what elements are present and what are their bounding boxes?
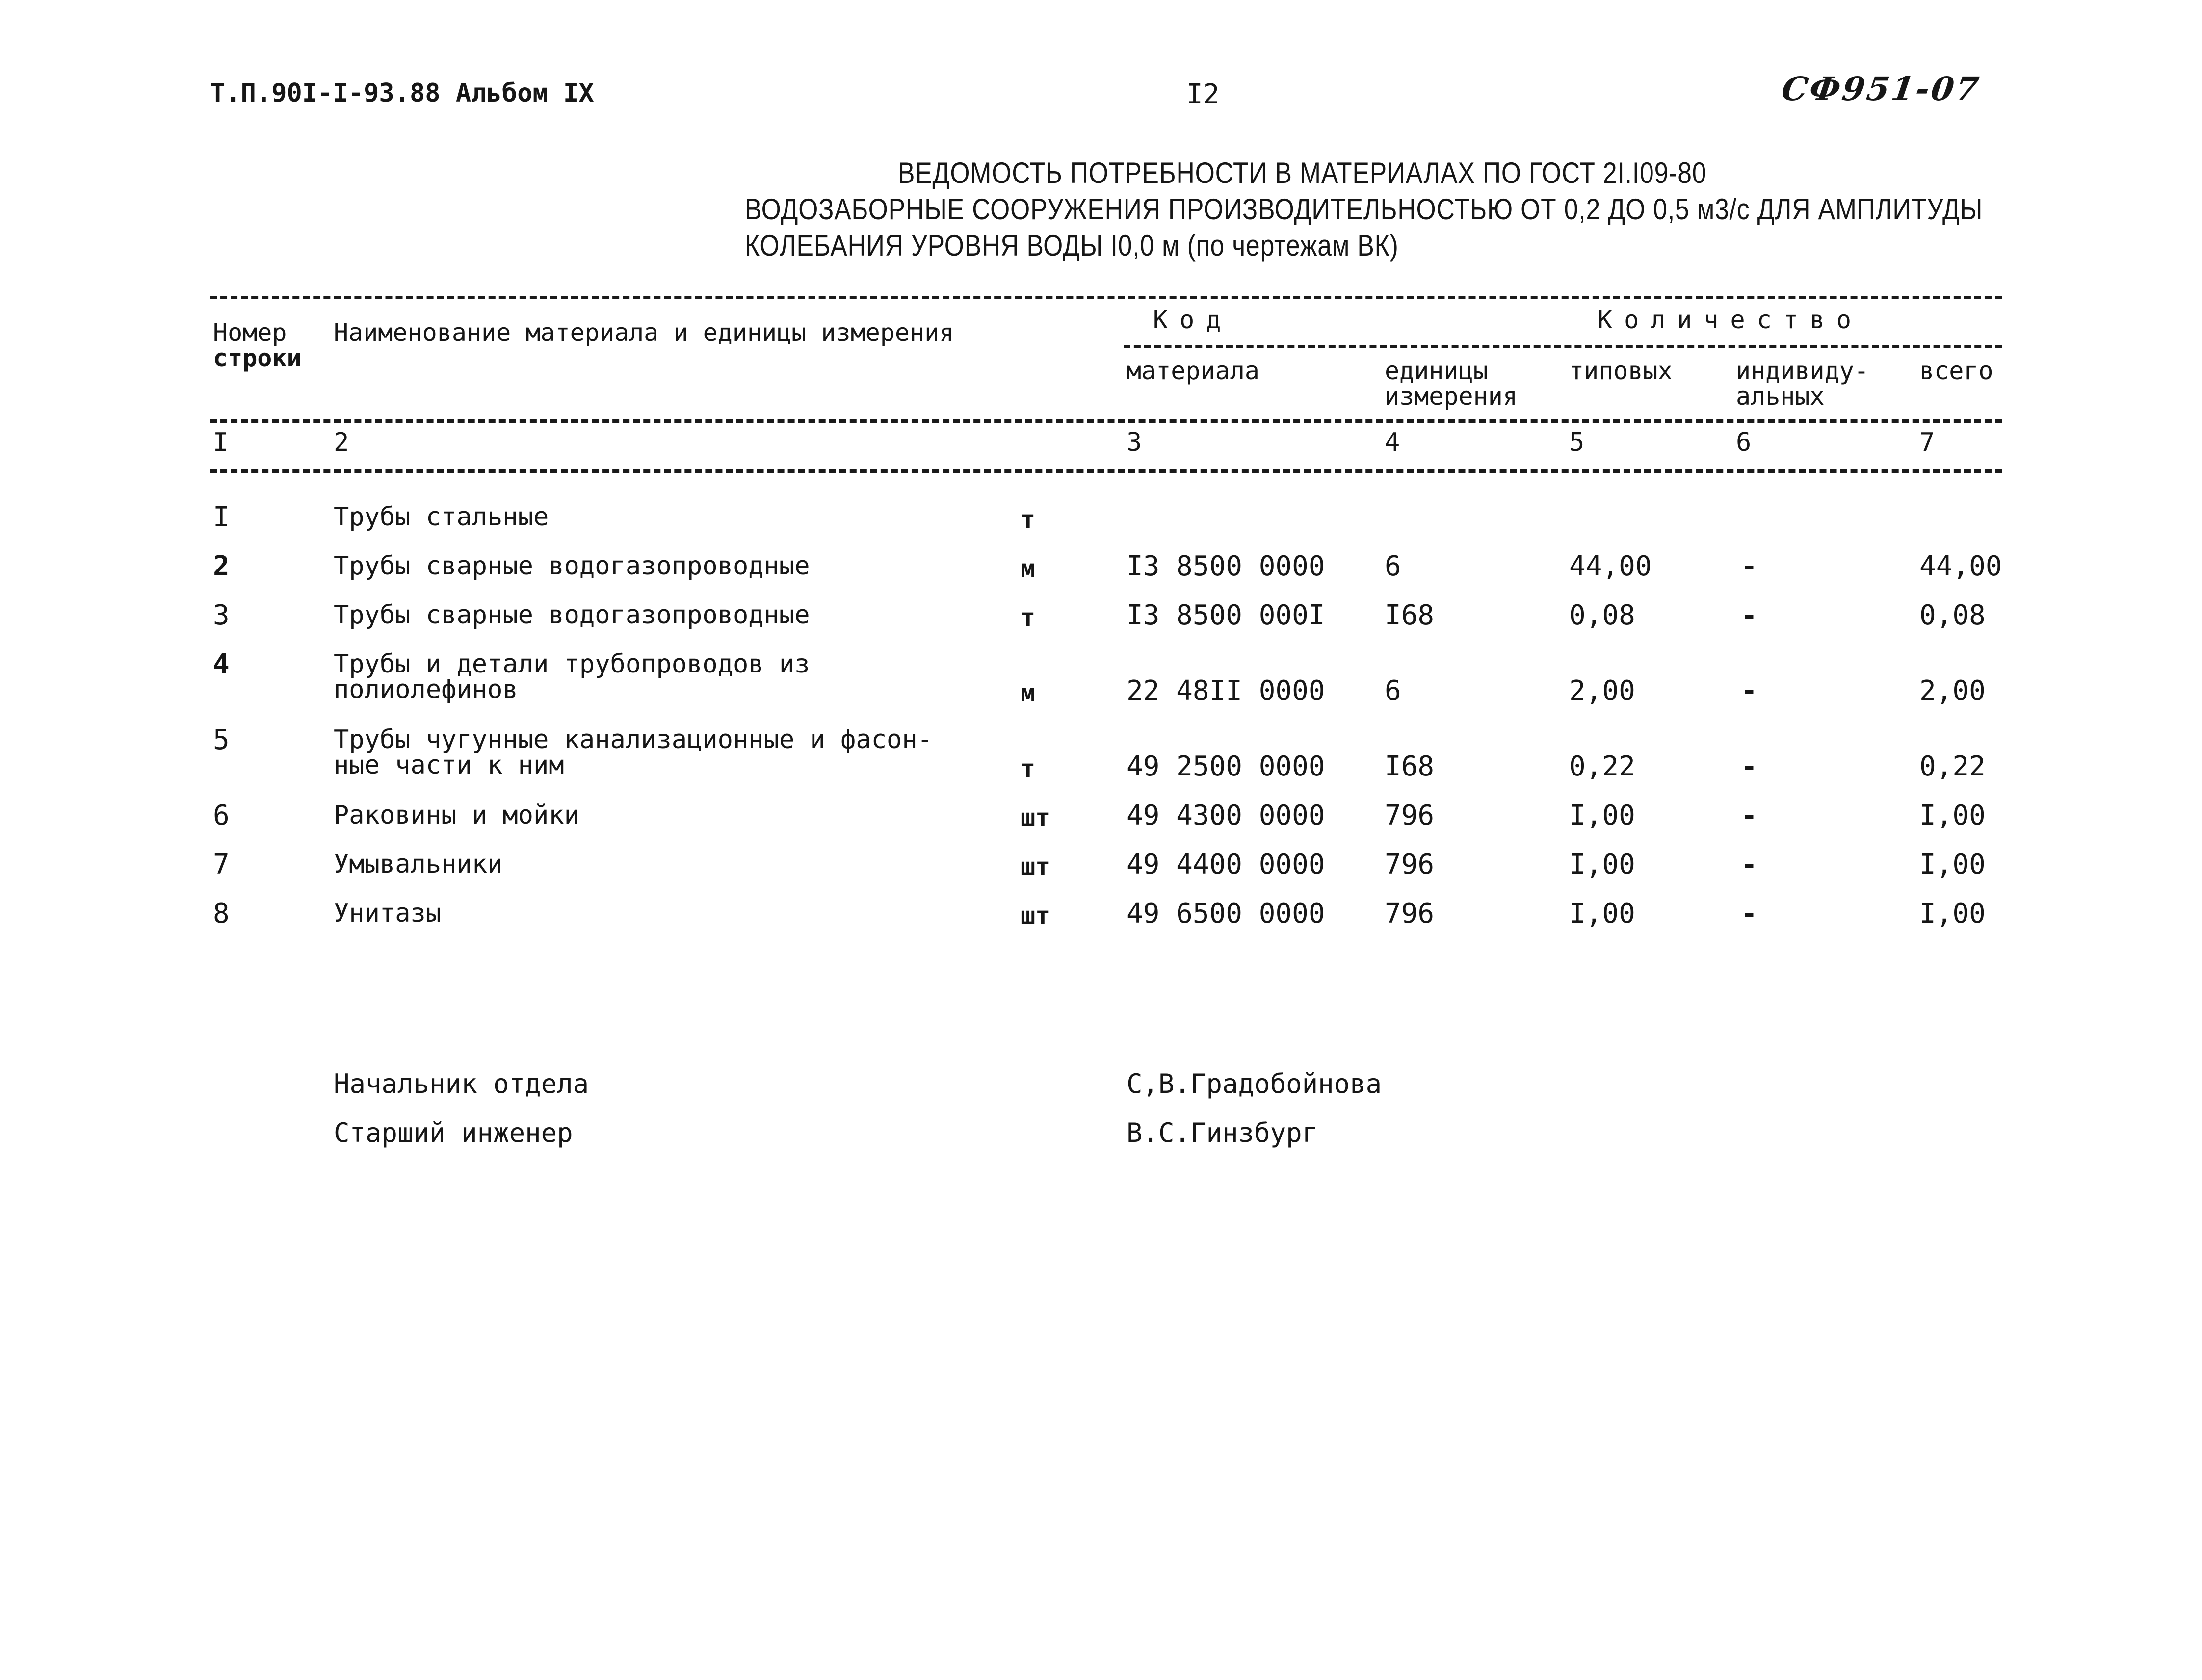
unit: т <box>1021 754 1036 783</box>
table-rule-header-bottom <box>210 419 2002 423</box>
title-line-2: ВОДОЗАБОРНЫЕ СООРУЖЕНИЯ ПРОИЗВОДИТЕЛЬНОСТЬЮ ОТ 0,2 ДО 0,5 м3/с ДЛЯ АМПЛИТУДЫ <box>745 193 1983 226</box>
column-number: I <box>213 428 229 457</box>
header-quantity-group: Количество <box>1598 306 1863 334</box>
material-code: 49 4400 0000 <box>1127 849 1325 880</box>
qty-total: I,00 <box>1919 800 1986 831</box>
header-name: Наименование материала и единицы измерения <box>334 318 954 347</box>
qty-typical: 44,00 <box>1569 550 1652 582</box>
material-code: 49 2500 0000 <box>1127 750 1325 782</box>
qty-total: I,00 <box>1919 898 1986 930</box>
qty-typical: I,00 <box>1569 849 1635 880</box>
unit-code: 6 <box>1385 550 1401 582</box>
row-number: 3 <box>213 599 230 631</box>
qty-total: 44,00 <box>1919 550 2002 582</box>
qty-individual: - <box>1741 898 1757 930</box>
header-code-unit: единицы измерения <box>1385 357 1518 411</box>
unit: т <box>1021 505 1036 534</box>
table-rule-code-group <box>1124 345 2002 348</box>
column-number: 3 <box>1127 428 1142 457</box>
header-code-material: материала <box>1127 357 1259 385</box>
row-number: 7 <box>213 849 230 880</box>
qty-individual: - <box>1741 849 1757 880</box>
table-rule-top <box>210 296 2002 299</box>
header-qty-total: всего <box>1919 357 1993 385</box>
material-code: 49 6500 0000 <box>1127 898 1325 930</box>
material-name: Унитазы <box>334 899 442 928</box>
unit-code: I68 <box>1385 599 1435 631</box>
qty-typical: 2,00 <box>1569 675 1635 707</box>
qty-typical: I,00 <box>1569 800 1635 831</box>
signature-name: В.С.Гинзбург <box>1127 1117 1318 1148</box>
header-qty-typical: типовых <box>1569 357 1673 385</box>
column-number: 2 <box>334 428 349 457</box>
material-code: I3 8500 0000 <box>1127 550 1325 582</box>
material-name: Трубы чугунные канализационные и фасон- ные части к ним <box>334 725 933 780</box>
archive-mark: СФ951-07 <box>1779 70 1983 108</box>
qty-individual: - <box>1741 675 1757 707</box>
document-designation: Т.П.90I-I-93.88 Альбом IX <box>210 78 594 108</box>
material-code: 22 48II 0000 <box>1127 675 1325 707</box>
unit: шт <box>1021 902 1050 930</box>
material-name: Трубы и детали трубопроводов из полиолефинов <box>334 649 810 704</box>
unit-code: 796 <box>1385 800 1435 831</box>
material-code: I3 8500 000I <box>1127 599 1325 631</box>
qty-typical: 0,08 <box>1569 599 1635 631</box>
unit-code: 796 <box>1385 898 1435 930</box>
header-row-number: Номер строки <box>213 318 302 372</box>
unit: шт <box>1021 803 1050 832</box>
material-name: Раковины и мойки <box>334 801 579 830</box>
row-number: 8 <box>213 898 230 930</box>
material-name: Умывальники <box>334 850 503 879</box>
row-number: 2 <box>213 550 230 582</box>
unit: м <box>1021 554 1036 583</box>
qty-total: 2,00 <box>1919 675 1986 707</box>
signature-role: Начальник отдела <box>334 1068 589 1099</box>
unit: т <box>1021 603 1036 632</box>
signature-name: С,В.Градобойнова <box>1127 1068 1382 1099</box>
material-name: Трубы сварные водогазопроводные <box>334 600 810 630</box>
row-number: I <box>213 501 230 533</box>
material-name: Трубы стальные <box>334 502 549 532</box>
unit-code: 6 <box>1385 675 1401 707</box>
qty-individual: - <box>1741 750 1757 782</box>
qty-total: 0,08 <box>1919 599 1986 631</box>
title-line-1: ВЕДОМОСТЬ ПОТРЕБНОСТИ В МАТЕРИАЛАХ ПО ГОСТ 2I.I09-80 <box>898 156 1707 189</box>
unit: шт <box>1021 853 1050 881</box>
row-number: 6 <box>213 800 230 831</box>
unit: м <box>1021 679 1036 707</box>
row-number: 4 <box>213 648 230 680</box>
column-number: 6 <box>1736 428 1752 457</box>
qty-individual: - <box>1741 550 1757 582</box>
qty-individual: - <box>1741 800 1757 831</box>
qty-typical: I,00 <box>1569 898 1635 930</box>
page-number: I2 <box>1186 78 1220 110</box>
signature-role: Старший инженер <box>334 1117 573 1148</box>
table-rule-colnums-bottom <box>210 469 2002 473</box>
header-code-group: Код <box>1153 306 1233 334</box>
qty-total: 0,22 <box>1919 750 1986 782</box>
material-code: 49 4300 0000 <box>1127 800 1325 831</box>
header-qty-individual: индивиду- альных <box>1736 357 1869 411</box>
qty-typical: 0,22 <box>1569 750 1635 782</box>
row-number: 5 <box>213 724 230 756</box>
material-name: Трубы сварные водогазопроводные <box>334 551 810 581</box>
qty-individual: - <box>1741 599 1757 631</box>
column-number: 4 <box>1385 428 1400 457</box>
column-number: 5 <box>1569 428 1585 457</box>
unit-code: I68 <box>1385 750 1435 782</box>
unit-code: 796 <box>1385 849 1435 880</box>
qty-total: I,00 <box>1919 849 1986 880</box>
title-line-3: КОЛЕБАНИЯ УРОВНЯ ВОДЫ I0,0 м (по чертежам ВК) <box>745 229 1399 262</box>
column-number: 7 <box>1919 428 1935 457</box>
